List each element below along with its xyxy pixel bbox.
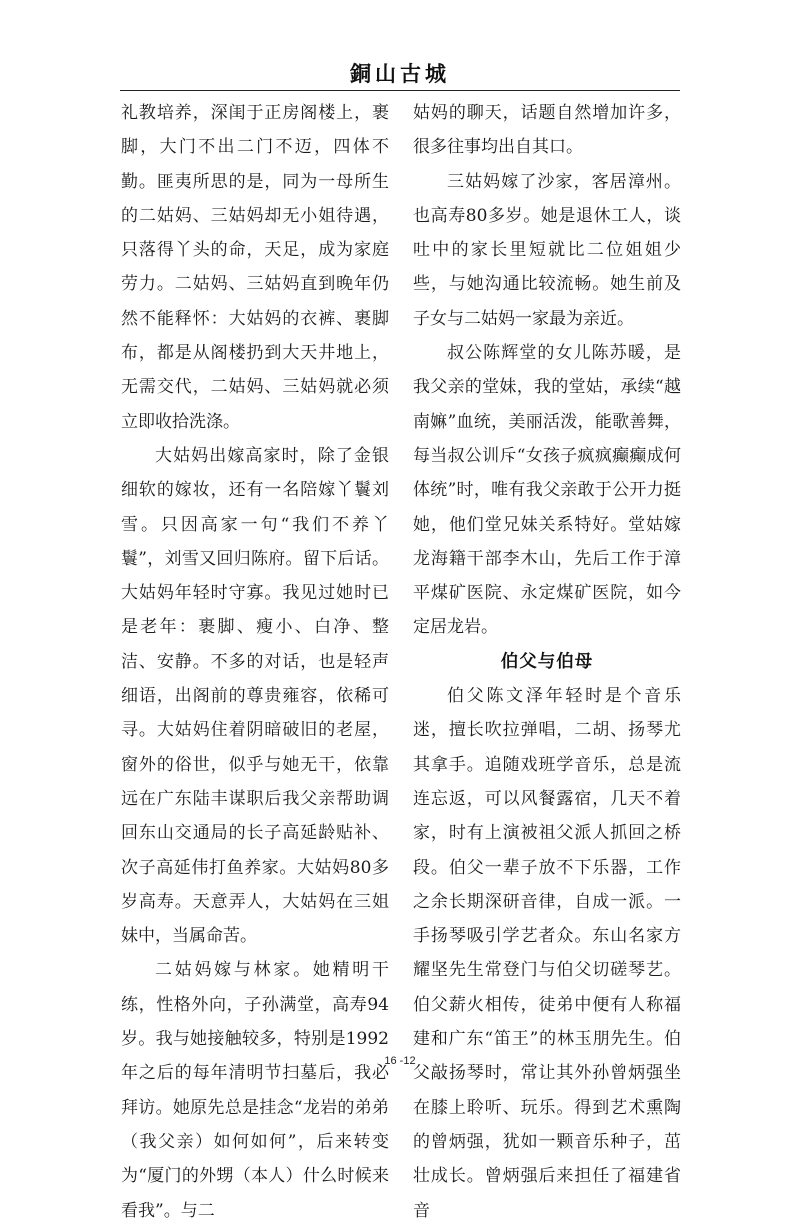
body-paragraph: 大姑妈出嫁高家时，除了金银细软的嫁妆，还有一名陪嫁丫鬟刘雪。只因高家一句“我们不养丫鬟”，刘雪又回归陈府。留下后话。大姑妈年轻时守寡。我见过她时已是老年：裹脚、瘦小、白净、整洁、安静。不多的对话，也是轻声细语，出阁前的尊贵雍容，依稀可寻。大姑妈住着阴暗破旧的老屋，窗外的俗世，似乎与她无干，依靠远在广东陆丰谋职后我父亲帮助调回东山交通局的长子高延龄贴补、次子高延伟打鱼养家。大姑妈80多岁高寿。天意弄人，大姑妈在三姐妹中，当属命苦。 bbox=[121, 445, 389, 947]
page-header-title: 銅山古城 bbox=[350, 62, 450, 86]
body-paragraph: 三姑妈嫁了沙家，客居漳州。也高寿80多岁。她是退休工人，谈吐中的家长里短就比二位姐姐少些，与她沟通比较流畅。她生前及子女与二姑妈一家最为亲近。 bbox=[413, 171, 681, 329]
body-paragraph: 叔公陈辉堂的女儿陈苏暖，是我父亲的堂妹，我的堂姑，承续“越南嫲”血统，美丽活泼，能歌善舞，每当叔公训斥“女孩子疯疯癫癫成何体统”时，唯有我父亲敢于公开力挺她，他们堂兄妹关系特好。堂姑嫁龙海籍干部李木山，先后工作于漳平煤矿医院、永定煤矿医院，如今定居龙岩。 bbox=[413, 343, 681, 638]
body-paragraph: 姑妈的聊天，话题自然增加许多，很多往事均出自其口。 bbox=[413, 103, 681, 158]
page-number: 16 -12 bbox=[384, 1055, 416, 1067]
body-paragraph: 伯父陈文泽年轻时是个音乐迷，擅长吹拉弹唱，二胡、扬琴尤其拿手。追随戏班学音乐，总是流连忘返，可以风餐露宿，几天不着家，时有上演被祖父派人抓回之桥段。伯父一辈子放不下乐器，工作之余长期深研音律，自成一派。一手扬琴吸引学艺者众。东山名家方耀坚先生常登门与伯父切磋琴艺。伯父薪火相传，徒弟中便有人称福建和广东“笛王”的林玉朋先生。伯父敲扬琴时，常让其外孙曾炳强坐在膝上聆听、玩乐。得到艺术熏陶的曾炳强，犹如一颗音乐种子，茁壮成长。曾炳强后来担任了福建省音 bbox=[413, 686, 681, 1221]
body-paragraph: 二姑妈嫁与林家。她精明干练，性格外向，子孙满堂，高寿94岁。我与她接触较多，特别是1992年之后的每年清明节扫墓后，我必拜访。她原先总是挂念“龙岩的弟弟（我父亲）如何如何”，后来转变为“厦门的外甥（本人）什么时候来看我”。与二 bbox=[121, 960, 389, 1221]
section-heading: 伯父与伯母 bbox=[500, 651, 594, 672]
header-divider bbox=[120, 90, 680, 91]
body-paragraph: 礼教培养，深闺于正房阁楼上，裹脚，大门不出二门不迈，四体不勤。匪夷所思的是，同为一母所生的二姑妈、三姑妈却无小姐待遇，只落得丫头的命，天足，成为家庭劳力。二姑妈、三姑妈直到晚年仍然不能释怀：大姑妈的衣裤、裹脚布，都是从阁楼扔到大天井地上，无需交代，二姑妈、三姑妈就必须立即收拾洗涤。 bbox=[121, 103, 389, 432]
